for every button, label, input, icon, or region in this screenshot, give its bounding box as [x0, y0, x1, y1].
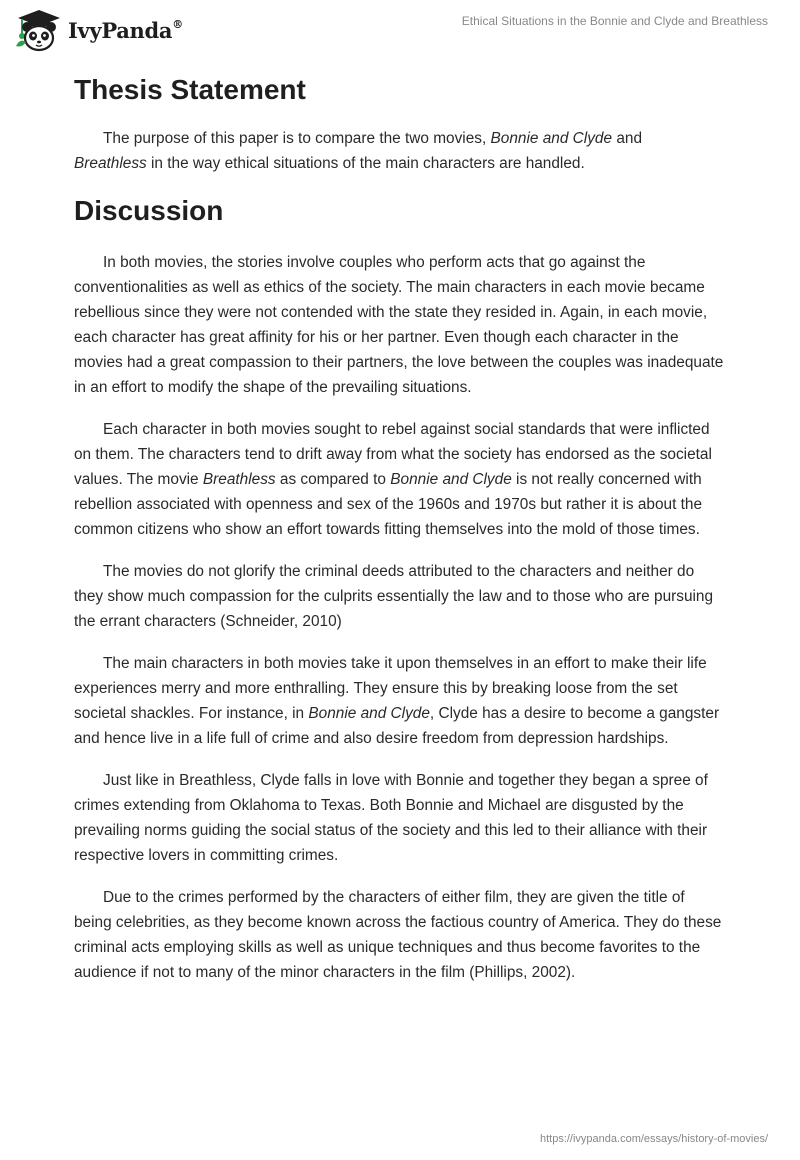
- discussion-paragraph-6: Due to the crimes performed by the characters of either film, they are given the title of being celebrities, as they become known across the factious country of America. They do these criminal acts employing skills as well as unique techniques and thus become favorites to the audience if not to many of the minor characters in the film (Phillips, 2002).: [74, 888, 722, 981]
- panda-graduation-icon: [14, 8, 64, 52]
- ivypanda-logo[interactable]: [14, 8, 183, 52]
- thesis-heading: Thesis Statement: [74, 74, 306, 105]
- discussion-paragraph-4: The main characters in both movies take it upon themselves in an effort to make their life experiences merry and more enthralling. They ensure this by breaking loose from the set societal shackles. For instance, in Bonnie and Clyde, Clyde has a desire to become a gangster and hence live in a life full of crime and also desire freedom from depression hardships.: [74, 654, 720, 747]
- logo-wordmark: IvyPanda®: [68, 17, 183, 43]
- page-header: [0, 0, 800, 60]
- discussion-heading: Discussion: [74, 195, 224, 227]
- essay-body: [74, 68, 726, 1002]
- thesis-paragraph: The purpose of this paper is to compare the two movies, Bonnie and Clyde and Breathless in the way ethical situations of the main characters are handled.: [74, 130, 643, 173]
- source-url[interactable]: https://ivypanda.com/essays/history-of-movies/: [539, 1133, 768, 1145]
- discussion-paragraph-5: Just like in Breathless, Clyde falls in love with Bonnie and together they began a spree of crimes extending from Oklahoma to Texas. Both Bonnie and Michael are disgusted by the prevailing norms guiding the social status of the society and this led to their alliance with their respective lovers in committing crimes.: [74, 771, 708, 864]
- discussion-paragraph-3: The movies do not glorify the criminal deeds attributed to the characters and neither do they show much compassion for the culprits essentially the law and to those who are pursuing the errant characters (Schneider, 2010): [74, 562, 714, 630]
- discussion-paragraph-1: In both movies, the stories involve couples who perform acts that go against the conventionalities as well as ethics of the society. The main characters in each movie became rebellious since they were not contended with the state they resided in. Again, in each movie, each character has great affinity for his or her partner. Even though each character in the movies had a great compassion to their partners, the love between the couples was inadequate in an effort to modify the shape of the prevailing situations.: [74, 253, 724, 396]
- running-title: Ethical Situations in the Bonnie and Clyde and Breathless: [461, 14, 768, 28]
- discussion-paragraph-2: Each character in both movies sought to rebel against social standards that were inflicted on them. The characters tend to drift away from what the society has endorsed as the societal values. The movie Breathless as compared to Bonnie and Clyde is not really concerned with rebellion associated with openness and sex of the 1960s and 1970s but rather it is about the common citizens who show an effort towards fitting themselves into the mold of those times.: [74, 420, 712, 538]
